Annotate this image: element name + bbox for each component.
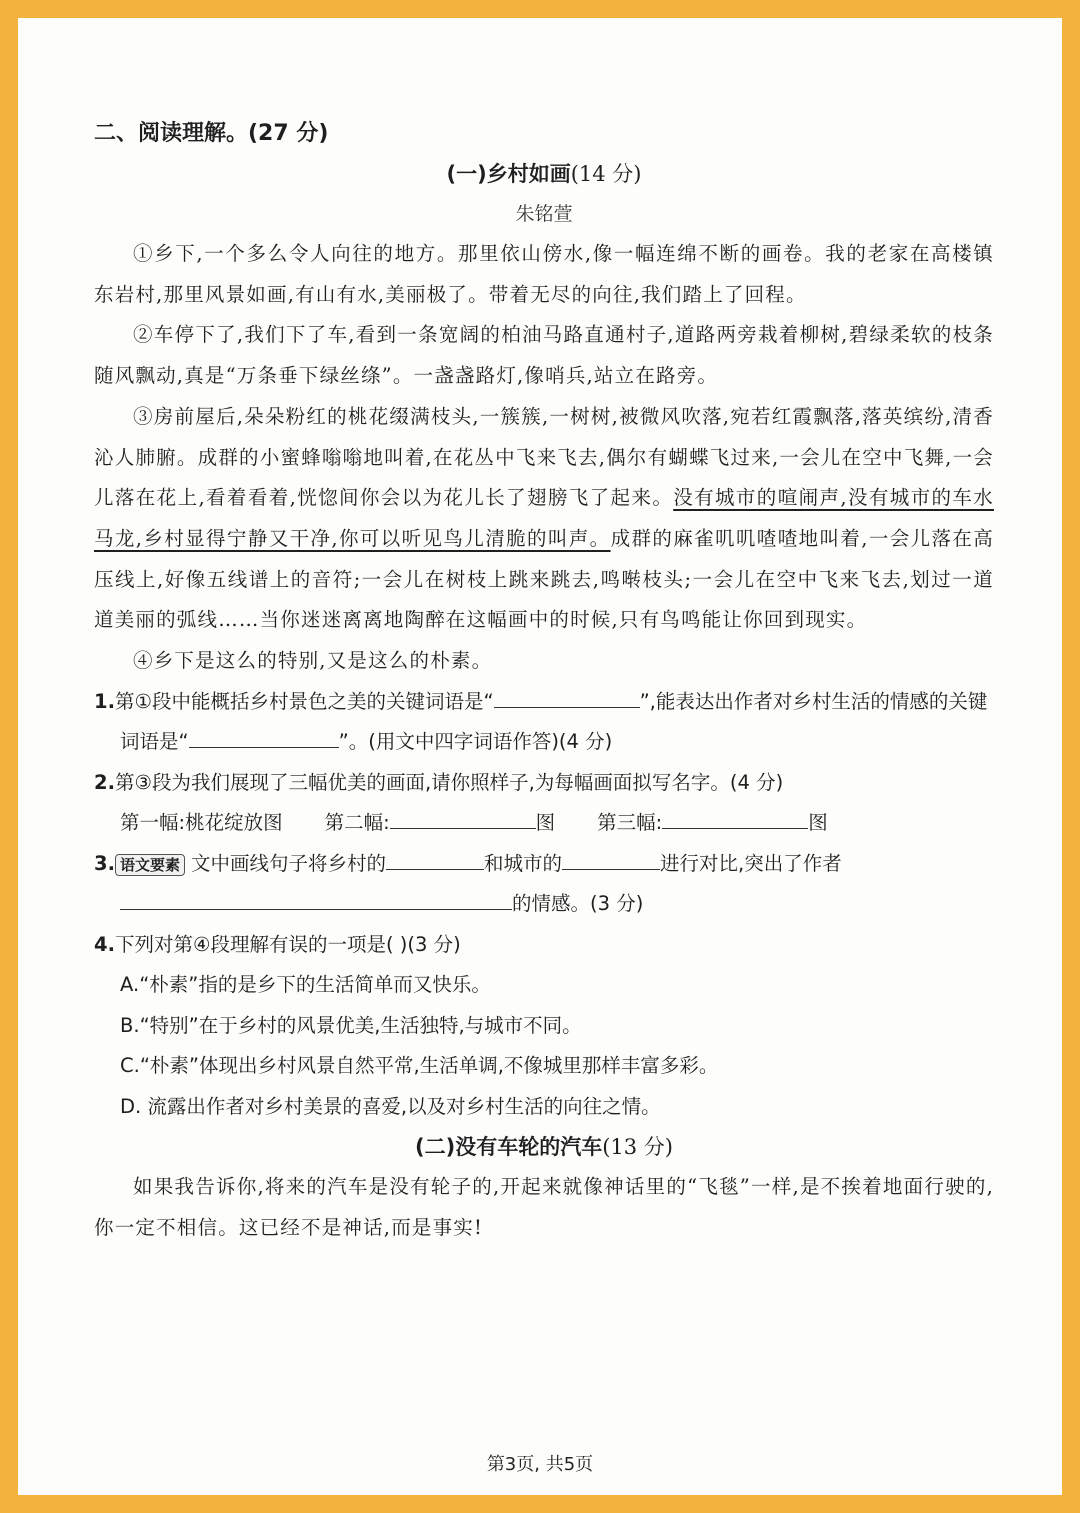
picture-3 (597, 811, 828, 834)
question-1 (94, 682, 994, 763)
option-b[interactable]: B.“特别”在于乡村的风景优美,生活独特,与城市不同。 (120, 1013, 582, 1037)
passage2-paragraph-1: 如果我告诉你,将来的汽车是没有轮子的,开起来就像神话里的“飞毯”一样,是不挨着地面行驶的,你一定不相信。这已经不是神话,而是事实! (94, 1175, 994, 1239)
question-3-text-c: 进行对比,突出了作者 (660, 851, 842, 875)
page-frame (18, 18, 1062, 1495)
question-1-number: 1. (94, 689, 115, 713)
question-4-text: 下列对第④段理解有误的一项是( )(3 分) (114, 932, 461, 956)
question-1-text-a: 第①段中能概括乡村景色之美的关键词语是“ (114, 689, 494, 713)
picture-2-suffix: 图 (535, 811, 556, 835)
passage1-author: 朱铭萱 (515, 203, 573, 225)
passage1-paragraph-2: ②车停下了,我们下了车,看到一条宽阔的柏油马路直通村子,道路两旁栽着柳树,碧绿柔软的枝条随风飘动,真是“万条垂下绿丝绦”。一盏盏路灯,像哨兵,站立在路旁。 (94, 323, 994, 388)
picture-2-blank[interactable] (390, 804, 536, 829)
question-3-text-d: 的情感。(3 分) (512, 892, 644, 916)
question-1-text-b: ”,能表达出作者对乡村生活的情感的关键词语是“ (120, 689, 988, 754)
passage1-paragraph-4: ④乡下是这么的特别,又是这么的朴素。 (133, 649, 493, 673)
picture-2 (325, 811, 556, 834)
question-4 (94, 925, 994, 966)
passage2-title (94, 1127, 994, 1167)
question-3-number: 3. (94, 851, 115, 875)
question-3-blank-3[interactable] (120, 885, 512, 910)
passage1-title-text: (一)乡村如画 (446, 162, 571, 186)
question-1-blank-1[interactable] (494, 683, 640, 708)
paragraph-3-start: ③房前屋后,朵朵粉红的桃花缀满枝头,一簇簇,一树树,被微风吹落,宛若红霞飘落,落英缤纷,清香沁人肺腑。成群的小蜜蜂嗡嗡地叫着,在花丛中飞来飞去,偶尔有蝴蝶飞过来,一会儿在空中飞舞,一会儿落在花上,看着看着,恍惚间你会以为花儿长了翅膀飞了起来。 (94, 404, 994, 510)
passage1-title (94, 154, 994, 194)
picture-2-label: 第二幅: (324, 811, 390, 835)
question-3 (94, 844, 994, 925)
passage1-paragraph-3 (94, 397, 994, 641)
passage1-paragraph-1: ①乡下,一个多么令人向往的地方。那里依山傍水,像一幅连绵不断的画卷。我的老家在高楼镇东岩村,那里风景如画,有山有水,美丽极了。带着无尽的向往,我们踏上了回程。 (94, 242, 994, 306)
option-c[interactable]: C.“朴素”体现出乡村风景自然平常,生活单调,不像城里那样丰富多彩。 (120, 1054, 719, 1078)
option-d[interactable]: D. 流露出作者对乡村美景的喜爱,以及对乡村生活的向往之情。 (120, 1094, 661, 1118)
question-4-number: 4. (94, 932, 115, 956)
section-title: 二、阅读理解。(27 分) (94, 121, 329, 146)
question-3-text-a: 文中画线句子将乡村的 (191, 851, 387, 875)
picture-3-suffix: 图 (808, 811, 828, 835)
question-2 (94, 763, 994, 804)
question-2-text: 第③段为我们展现了三幅优美的画面,请你照样子,为每幅画面拟写名字。(4 分) (114, 770, 784, 794)
passage1-points: (14 分) (570, 162, 642, 186)
question-3-blank-1[interactable] (386, 845, 484, 870)
question-1-text-c: ”。(用文中四字词语作答)(4 分) (338, 730, 613, 754)
option-a[interactable]: A.“朴素”指的是乡下的生活简单而又快乐。 (120, 973, 491, 997)
page-footer: 第3页, 共5页 (486, 1454, 594, 1475)
question-2-number: 2. (94, 770, 115, 794)
passage2-points: (13 分) (602, 1135, 673, 1160)
passage2-title-text: (二)没有车轮的汽车 (415, 1135, 603, 1160)
question-2-pictures (94, 803, 994, 844)
picture-3-blank[interactable] (662, 804, 808, 829)
question-3-blank-2[interactable] (562, 845, 660, 870)
page-content (94, 114, 994, 1249)
yuwen-yaosu-tag: 语文要素 (115, 854, 185, 876)
question-3-text-b: 和城市的 (484, 851, 563, 875)
underlined-sentence: 没有城市的喧闹声,没有城市的车水马龙,乡村显得宁静又干净,你可以听见鸟儿清脆的叫声。 (94, 486, 994, 550)
picture-1-name: 第一幅:桃花绽放图 (120, 811, 283, 835)
question-1-blank-2[interactable] (189, 723, 339, 748)
picture-3-label: 第三幅: (597, 811, 663, 835)
paragraph-3-end: 成群的麻雀叽叽喳喳地叫着,一会儿落在高压线上,好像五线谱上的音符;一会儿在树枝上跳来跳去,鸣啭枝头;一会儿在空中飞来飞去,划过一道道美丽的弧线……当你迷迷离离地陶醉在这幅画中的时候,只有鸟鸣能让你回到现实。 (94, 526, 994, 632)
